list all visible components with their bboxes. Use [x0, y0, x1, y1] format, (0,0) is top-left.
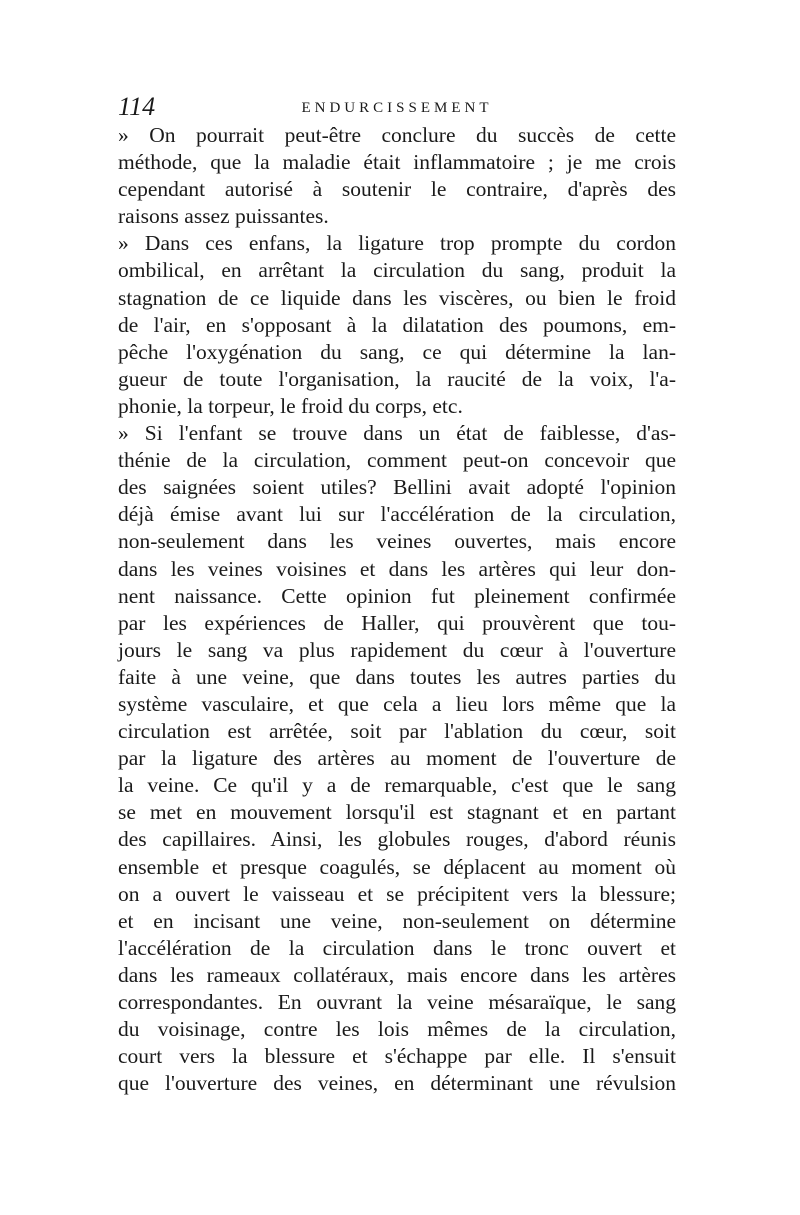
text-line: déjà émise avant lui sur l'accélération de la circulation,: [118, 502, 676, 527]
text-line: gueur de toute l'organisation, la raucité de la voix, l'a-: [118, 366, 676, 391]
running-head: ENDURCISSEMENT: [301, 100, 493, 116]
text-line: système vasculaire, et que cela a lieu lors même que la: [118, 691, 676, 716]
text-line: phonie, la torpeur, le froid du corps, etc.: [118, 393, 463, 418]
text-line: des capillaires. Ainsi, les globules rouges, d'abord réunis: [118, 827, 676, 852]
text-line: se met en mouvement lorsqu'il est stagnant et en partant: [118, 800, 676, 825]
text-line: » On pourrait peut-être conclure du succès de cette: [118, 123, 676, 147]
text-line: jours le sang va plus rapidement du cœur à l'ouverture: [118, 637, 676, 662]
text-line: méthode, que la maladie était inflammatoire ; je me crois: [118, 150, 676, 175]
text-line: que l'ouverture des veines, en déterminant une révulsion: [118, 1071, 676, 1096]
text-line: l'accélération de la circulation dans le tronc ouvert et: [118, 935, 676, 960]
text-line: cependant autorisé à soutenir le contraire, d'après des: [118, 177, 676, 202]
text-line: » Dans ces enfans, la ligature trop prompte du cordon: [118, 231, 676, 256]
text-line: la veine. Ce qu'il y a de remarquable, c'est que le sang: [118, 773, 676, 798]
text-line: dans les veines voisines et dans les artères qui leur don-: [118, 556, 676, 581]
text-line: de l'air, en s'opposant à la dilatation des poumons, em-: [118, 312, 676, 337]
text-line: on a ouvert le vaisseau et se précipitent vers la blessure;: [118, 881, 676, 906]
text-line: dans les rameaux collatéraux, mais encore dans les artères: [118, 962, 676, 987]
page-number: 114: [118, 92, 156, 121]
text-line: par la ligature des artères au moment de l'ouverture de: [118, 746, 676, 771]
text-line: faite à une veine, que dans toutes les autres parties du: [118, 664, 676, 689]
text-line: du voisinage, contre les lois mêmes de la circulation,: [118, 1017, 676, 1042]
text-line: correspondantes. En ouvrant la veine mésaraïque, le sang: [118, 990, 676, 1014]
text-line: non-seulement dans les veines ouvertes, mais encore: [118, 529, 676, 554]
text-line: pêche l'oxygénation du sang, ce qui détermine la lan-: [118, 339, 676, 364]
text-line: court vers la blessure et s'échappe par elle. Il s'ensuit: [118, 1044, 676, 1069]
text-line: thénie de la circulation, comment peut-on concevoir que: [118, 448, 676, 473]
text-line: » Si l'enfant se trouve dans un état de faiblesse, d'as-: [118, 421, 676, 446]
text-line: raisons assez puissantes.: [118, 204, 329, 229]
text-line: stagnation de ce liquide dans les viscères, ou bien le froid: [118, 285, 676, 310]
text-line: par les expériences de Haller, qui prouvèrent que tou-: [118, 610, 676, 635]
text-line: des saignées soient utiles? Bellini avait adopté l'opinion: [118, 475, 676, 500]
text-line: et en incisant une veine, non-seulement on détermine: [118, 908, 676, 933]
text-line: circulation est arrêtée, soit par l'ablation du cœur, soit: [118, 719, 676, 744]
text-line: ombilical, en arrêtant la circulation du sang, produit la: [118, 258, 676, 283]
text-line: ensemble et presque coagulés, se déplacent au moment où: [118, 854, 676, 879]
page-header: [118, 92, 676, 122]
text-line: nent naissance. Cette opinion fut pleinement confirmée: [118, 583, 676, 608]
body-text: [118, 122, 676, 1097]
